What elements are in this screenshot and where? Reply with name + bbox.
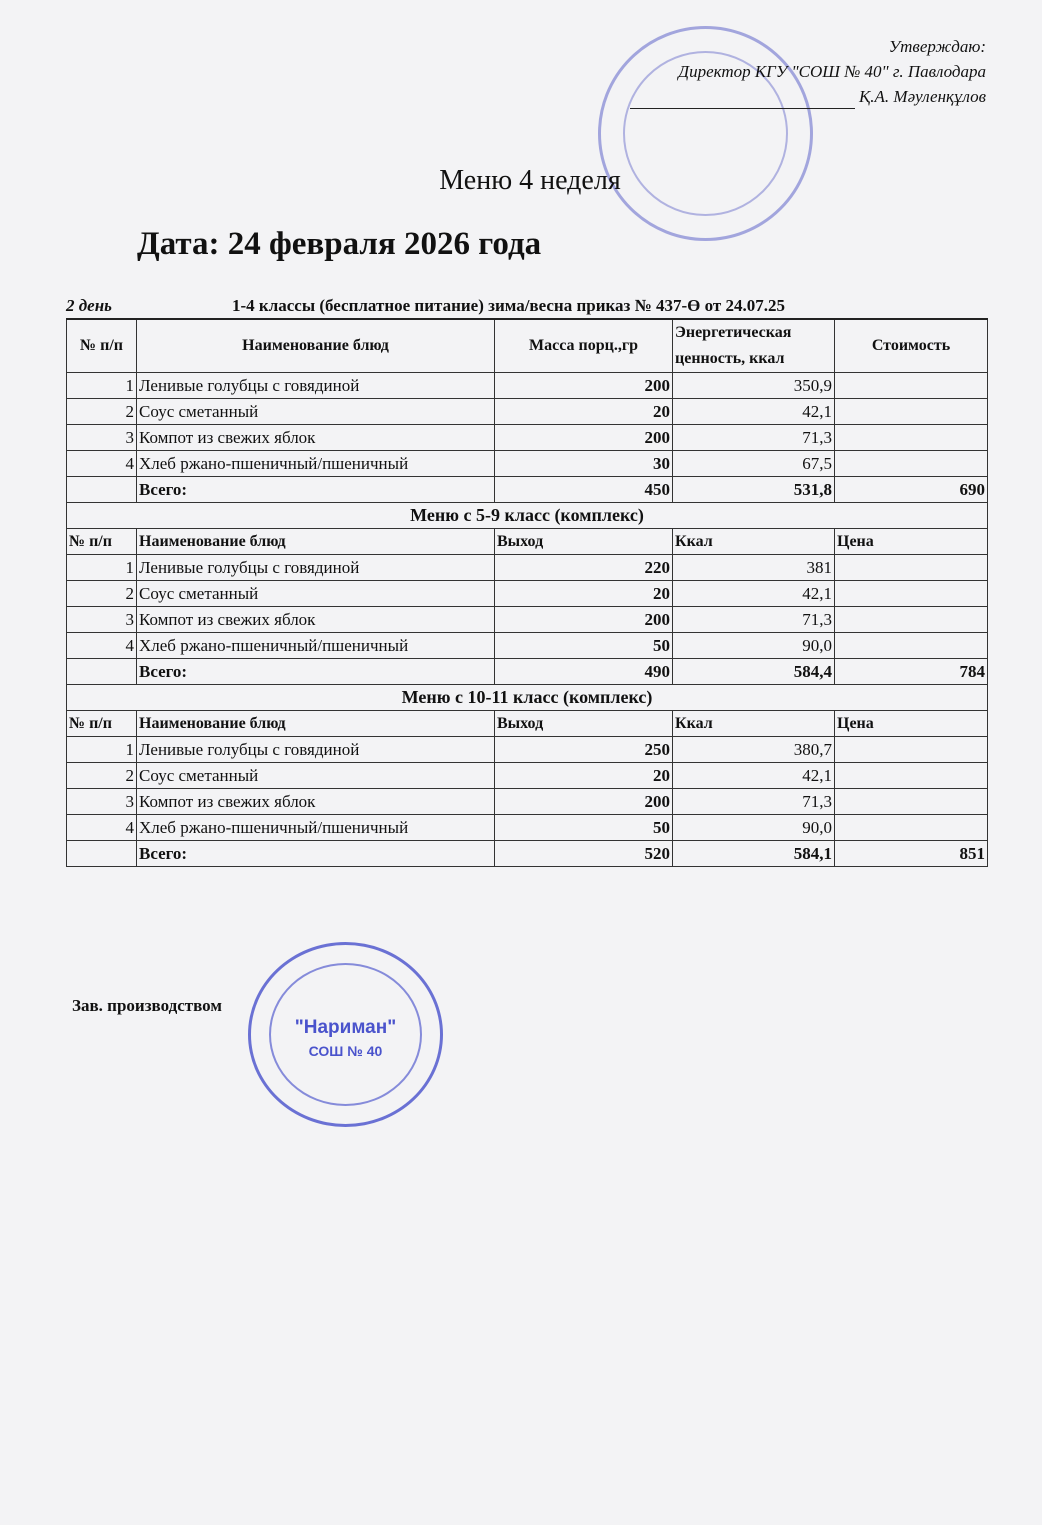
table2-header-row bbox=[67, 529, 988, 555]
dish-name: Ленивые голубцы с говядиной bbox=[137, 373, 495, 399]
row-number: 4 bbox=[67, 451, 137, 477]
col-header: Ккал bbox=[673, 529, 835, 555]
dish-price bbox=[835, 789, 988, 815]
dish-name: Хлеб ржано-пшеничный/пшеничный bbox=[137, 633, 495, 659]
dish-price bbox=[835, 607, 988, 633]
table-row bbox=[67, 581, 988, 607]
dish-kcal: 42,1 bbox=[673, 763, 835, 789]
empty-cell bbox=[67, 659, 137, 685]
row-number: 4 bbox=[67, 633, 137, 659]
dish-mass: 200 bbox=[495, 607, 673, 633]
dish-kcal: 67,5 bbox=[673, 451, 835, 477]
total-label: Всего: bbox=[137, 659, 495, 685]
organization-stamp bbox=[248, 942, 443, 1127]
total-price: 784 bbox=[835, 659, 988, 685]
dish-kcal: 71,3 bbox=[673, 425, 835, 451]
dish-name: Соус сметанный bbox=[137, 581, 495, 607]
dish-name: Компот из свежих яблок bbox=[137, 425, 495, 451]
table3-header-row bbox=[67, 711, 988, 737]
dish-mass: 200 bbox=[495, 373, 673, 399]
row-number: 1 bbox=[67, 555, 137, 581]
col-header: Энергетическая ценность, ккал bbox=[673, 319, 835, 373]
dish-name: Соус сметанный bbox=[137, 399, 495, 425]
col-header: Ккал bbox=[673, 711, 835, 737]
table-row bbox=[67, 451, 988, 477]
total-row bbox=[67, 659, 988, 685]
total-mass: 490 bbox=[495, 659, 673, 685]
col-header: Цена bbox=[835, 529, 988, 555]
production-manager-label: Зав. производством bbox=[72, 996, 222, 1015]
dish-kcal: 71,3 bbox=[673, 607, 835, 633]
dish-price bbox=[835, 399, 988, 425]
total-mass: 450 bbox=[495, 477, 673, 503]
stamp-school: СОШ № 40 bbox=[308, 1043, 383, 1059]
row-number: 4 bbox=[67, 815, 137, 841]
dish-kcal: 350,9 bbox=[673, 373, 835, 399]
dish-kcal: 381 bbox=[673, 555, 835, 581]
dish-price bbox=[835, 555, 988, 581]
section-title: Меню с 5-9 класс (комплекс) bbox=[67, 503, 988, 529]
dish-price bbox=[835, 815, 988, 841]
row-number: 2 bbox=[67, 763, 137, 789]
table-row bbox=[67, 373, 988, 399]
approval-line-1: Утверждаю: bbox=[888, 37, 986, 56]
table-row bbox=[67, 425, 988, 451]
row-number: 3 bbox=[67, 607, 137, 633]
dish-price bbox=[835, 425, 988, 451]
dish-price bbox=[835, 451, 988, 477]
dish-kcal: 42,1 bbox=[673, 399, 835, 425]
director-name: Қ.А. Мәуленқұлов bbox=[859, 87, 986, 106]
table1-header-row bbox=[67, 319, 988, 373]
day-row bbox=[66, 296, 986, 316]
table-row bbox=[67, 555, 988, 581]
menu-table bbox=[66, 318, 988, 867]
col-header: № п/п bbox=[67, 319, 137, 373]
table-row bbox=[67, 815, 988, 841]
table-row bbox=[67, 737, 988, 763]
col-header: Наименование блюд bbox=[137, 711, 495, 737]
dish-price bbox=[835, 373, 988, 399]
dish-mass: 20 bbox=[495, 399, 673, 425]
dish-mass: 20 bbox=[495, 763, 673, 789]
table-row bbox=[67, 399, 988, 425]
row-number: 3 bbox=[67, 425, 137, 451]
approval-block bbox=[630, 34, 986, 109]
dish-mass: 50 bbox=[495, 633, 673, 659]
table-row bbox=[67, 763, 988, 789]
col-header: Выход bbox=[495, 711, 673, 737]
page-title: Меню 4 неделя bbox=[439, 165, 621, 196]
dish-mass: 50 bbox=[495, 815, 673, 841]
dish-name: Ленивые голубцы с говядиной bbox=[137, 555, 495, 581]
empty-cell bbox=[67, 841, 137, 867]
row-number: 1 bbox=[67, 737, 137, 763]
dish-kcal: 90,0 bbox=[673, 815, 835, 841]
total-row bbox=[67, 477, 988, 503]
row-number: 2 bbox=[67, 581, 137, 607]
col-header: Наименование блюд bbox=[137, 529, 495, 555]
dish-kcal: 71,3 bbox=[673, 789, 835, 815]
menu-description: 1-4 классы (бесплатное питание) зима/весна приказ № 437-Ө от 24.07.25 bbox=[232, 296, 785, 315]
total-label: Всего: bbox=[137, 477, 495, 503]
row-number: 1 bbox=[67, 373, 137, 399]
total-kcal: 584,1 bbox=[673, 841, 835, 867]
day-label: 2 день bbox=[66, 296, 112, 315]
approval-line-2: Директор КГУ "СОШ № 40" г. Павлодара bbox=[678, 62, 986, 81]
empty-cell bbox=[67, 477, 137, 503]
dish-name: Ленивые голубцы с говядиной bbox=[137, 737, 495, 763]
total-row bbox=[67, 841, 988, 867]
total-price: 851 bbox=[835, 841, 988, 867]
section-row bbox=[67, 503, 988, 529]
table-row bbox=[67, 633, 988, 659]
dish-mass: 20 bbox=[495, 581, 673, 607]
col-header: Наименование блюд bbox=[137, 319, 495, 373]
section-row bbox=[67, 685, 988, 711]
col-header: № п/п bbox=[67, 711, 137, 737]
dish-kcal: 42,1 bbox=[673, 581, 835, 607]
dish-kcal: 380,7 bbox=[673, 737, 835, 763]
stamp-name: "Нариман" bbox=[294, 1017, 397, 1038]
dish-mass: 220 bbox=[495, 555, 673, 581]
dish-price bbox=[835, 581, 988, 607]
table-row bbox=[67, 789, 988, 815]
dish-mass: 200 bbox=[495, 789, 673, 815]
dish-price bbox=[835, 763, 988, 789]
total-mass: 520 bbox=[495, 841, 673, 867]
dish-mass: 250 bbox=[495, 737, 673, 763]
dish-kcal: 90,0 bbox=[673, 633, 835, 659]
signature-line bbox=[630, 90, 855, 109]
total-kcal: 531,8 bbox=[673, 477, 835, 503]
col-header: № п/п bbox=[67, 529, 137, 555]
dish-name: Соус сметанный bbox=[137, 763, 495, 789]
total-price: 690 bbox=[835, 477, 988, 503]
section-title: Меню с 10-11 класс (комплекс) bbox=[67, 685, 988, 711]
dish-mass: 200 bbox=[495, 425, 673, 451]
col-header: Цена bbox=[835, 711, 988, 737]
col-header: Масса порц.,гр bbox=[495, 319, 673, 373]
total-kcal: 584,4 bbox=[673, 659, 835, 685]
col-header: Стоимость bbox=[835, 319, 988, 373]
dish-name: Компот из свежих яблок bbox=[137, 789, 495, 815]
dish-mass: 30 bbox=[495, 451, 673, 477]
table-row bbox=[67, 607, 988, 633]
approval-line-3 bbox=[630, 84, 986, 109]
dish-price bbox=[835, 737, 988, 763]
col-header: Выход bbox=[495, 529, 673, 555]
dish-price bbox=[835, 633, 988, 659]
menu-date: Дата: 24 февраля 2026 года bbox=[137, 226, 542, 262]
dish-name: Хлеб ржано-пшеничный/пшеничный bbox=[137, 451, 495, 477]
dish-name: Компот из свежих яблок bbox=[137, 607, 495, 633]
row-number: 2 bbox=[67, 399, 137, 425]
row-number: 3 bbox=[67, 789, 137, 815]
dish-name: Хлеб ржано-пшеничный/пшеничный bbox=[137, 815, 495, 841]
total-label: Всего: bbox=[137, 841, 495, 867]
